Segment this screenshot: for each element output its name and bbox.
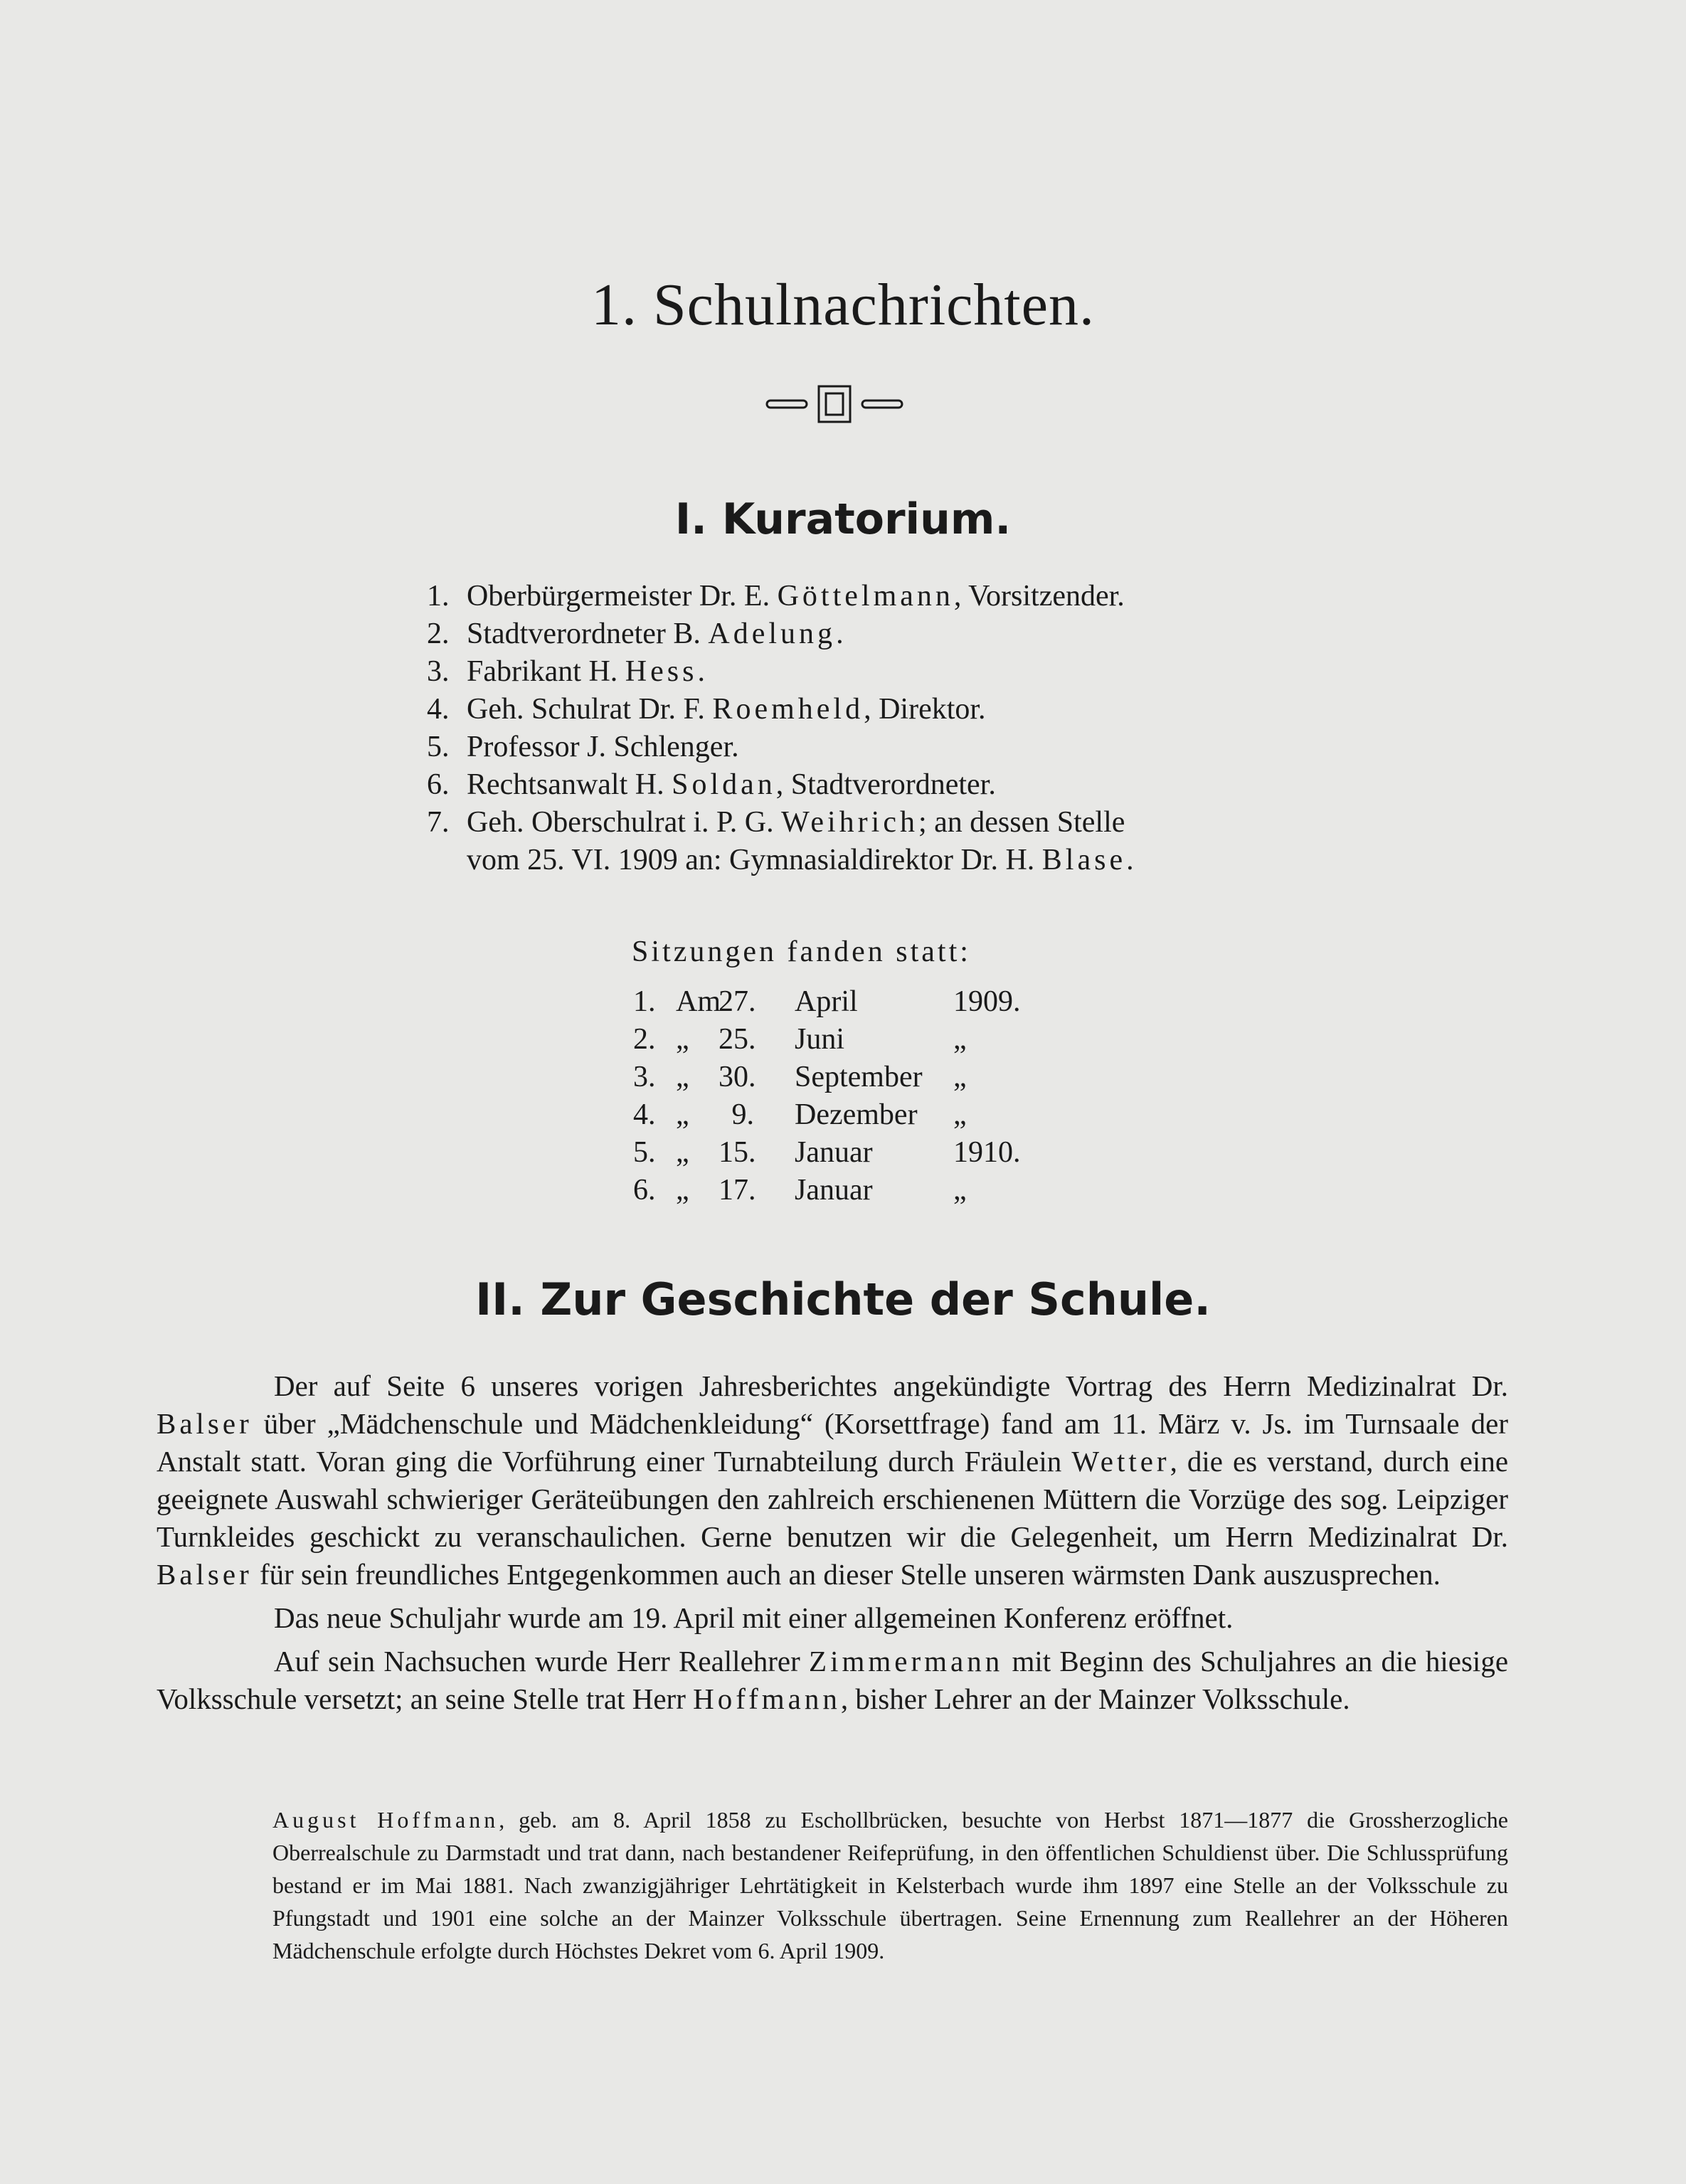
member-number: 2. <box>427 617 450 650</box>
member-title: Rechtsanwalt H. <box>467 768 664 801</box>
section-heading-kuratorium: I. Kuratorium. <box>674 494 1012 544</box>
paragraph-text: Auf sein Nachsuchen wurde Herr Reallehrer <box>274 1645 800 1677</box>
session-month: Januar <box>795 1136 873 1169</box>
member-name: Göttelmann <box>777 580 954 613</box>
section-heading-geschichte: II. Zur Geschichte der Schule. <box>475 1273 1211 1325</box>
session-month: September <box>795 1061 923 1093</box>
member-title: Professor J. Schlenger. <box>467 731 739 763</box>
session-year: „ <box>953 1174 967 1207</box>
session-day: 25. <box>719 1023 756 1056</box>
member-item <box>427 766 1134 804</box>
session-day: 30. <box>719 1061 756 1093</box>
person-name: Balser <box>157 1407 253 1440</box>
member-number: 3. <box>427 655 450 688</box>
member-item <box>427 615 1134 653</box>
footnote-text: , geb. am 8. April 1858 zu Eschollbrücken, besuchte von Herbst 1871—1877 die Grossherzogliche Oberrealschule zu Darmstadt und trat dann, nach bestandener Reifeprüfung, in den öffentlichen Schuldienst über. Die Schlussprüfung bestand er im Mai 1881. Nach zwanzigjähriger Lehrtätigkeit in Kelsterbach wurde ihm 1897 eine Stelle an der Volksschule zu Pfungstadt und 1901 eine solche an der Mainzer Volksschule übertragen. Seine Ernennung zum Reallehrer an der Höheren Mädchenschule erfolgte durch Höchstes Dekret vom 6. April 1909. <box>272 1807 1509 1963</box>
member-role: . <box>836 617 844 650</box>
session-number: 5. <box>633 1136 656 1169</box>
member-number: 7. <box>427 806 450 839</box>
member-name: Roemheld <box>712 693 864 726</box>
session-number: 6. <box>633 1174 656 1207</box>
ornament-divider-icon <box>765 383 921 429</box>
member-number: 1. <box>427 580 450 613</box>
footnote-paragraph <box>272 1803 1508 1967</box>
member-name: Weihrich <box>781 806 918 839</box>
person-name: Balser <box>157 1558 253 1591</box>
session-number: 2. <box>633 1023 656 1056</box>
sessions-list <box>633 983 1032 1209</box>
member-role: . <box>697 655 705 688</box>
page-title: 1. Schulnachrichten. <box>590 272 1096 338</box>
member-title: Oberbürgermeister Dr. E. <box>467 580 770 613</box>
session-row <box>633 1059 1032 1096</box>
member-item <box>427 691 1134 728</box>
member-item <box>427 653 1134 691</box>
paragraph-text: mit Beginn des Schuljahres an die hiesige Volksschule versetzt; an seine Stelle trat Herr <box>157 1645 1509 1715</box>
paragraph: Das neue Schuljahr wurde am 19. April mit einer allgemeinen Konferenz eröffnet. <box>274 1601 1234 1634</box>
session-month: Juni <box>795 1023 845 1056</box>
session-row <box>633 1096 1032 1134</box>
session-day: 15. <box>719 1136 756 1169</box>
session-prefix: „ <box>676 1098 689 1131</box>
member-item <box>427 804 1134 842</box>
session-month: April <box>795 985 858 1018</box>
session-day: 27. <box>719 985 756 1018</box>
session-day: 17. <box>719 1174 756 1207</box>
session-prefix: „ <box>676 1174 689 1207</box>
person-name: Zimmermann <box>809 1645 1004 1677</box>
session-row <box>633 1134 1032 1172</box>
member-name: Adelung <box>708 617 837 650</box>
session-row <box>633 983 1032 1021</box>
paragraph-text: über „Mädchenschule und Mädchenkleidung“ (Korsettfrage) fand am 11. März v. Js. im Turnsaale der Anstalt statt. Voran ging die Vorführung einer Turnabteilung durch Fräulein <box>157 1407 1509 1478</box>
member-role: , Vorsitzender. <box>953 580 1125 613</box>
person-name: Wetter <box>1071 1445 1170 1478</box>
member-number: 6. <box>427 768 450 801</box>
member-title: Geh. Oberschulrat i. P. G. <box>467 806 774 839</box>
member-title: vom 25. VI. 1909 an: Gymnasialdirektor Dr. H. <box>467 844 1035 876</box>
paragraph-text: Der auf Seite 6 unseres vorigen Jahresberichtes angekündigte Vortrag des Herrn Medizinalrat Dr. <box>274 1369 1508 1402</box>
session-year: 1910. <box>953 1136 1021 1169</box>
member-role: ; an dessen Stelle <box>918 806 1125 839</box>
member-item-continuation <box>427 842 1134 879</box>
member-item <box>427 728 1134 766</box>
kuratorium-member-list <box>427 578 1134 879</box>
session-year: „ <box>953 1023 967 1056</box>
session-number: 3. <box>633 1061 656 1093</box>
session-month: Dezember <box>795 1098 918 1131</box>
sessions-title: Sitzungen fanden statt: <box>632 935 971 968</box>
session-day: 9. <box>731 1098 754 1131</box>
member-role: . <box>1126 844 1134 876</box>
session-month: Januar <box>795 1174 873 1207</box>
member-name: Blase <box>1041 844 1127 876</box>
member-title: Geh. Schulrat Dr. F. <box>467 693 705 726</box>
paragraph-text: , die es verstand, durch eine geeignete Auswahl schwieriger Geräteübungen den zahlreich erschienenen Müttern die Vorzüge des sog. Leipziger Turnkleides geschickt zu veranschaulichen. Gerne benutzen wir die Gelegenheit, um Herrn Medizinalrat Dr. <box>157 1445 1509 1553</box>
paragraph-text: , bisher Lehrer an der Mainzer Volksschule. <box>840 1682 1350 1715</box>
person-name: Hoffmann <box>693 1682 841 1715</box>
member-role: , Stadtverordneter. <box>775 768 996 801</box>
member-name: Hess <box>625 655 698 688</box>
session-prefix: „ <box>676 1061 689 1093</box>
session-row <box>633 1172 1032 1209</box>
session-row <box>633 1021 1032 1059</box>
footnote <box>272 1803 1508 1967</box>
member-title: Stadtverordneter B. <box>467 617 701 650</box>
session-year: „ <box>953 1098 967 1131</box>
member-item <box>427 578 1134 615</box>
session-year: 1909. <box>953 985 1021 1018</box>
ornament-divider-svg <box>765 383 921 425</box>
person-name: August Hoffmann <box>272 1807 499 1833</box>
session-prefix: Am <box>676 985 721 1018</box>
paragraph <box>157 1367 1508 1594</box>
member-number: 4. <box>427 693 450 726</box>
member-name: Soldan <box>672 768 776 801</box>
session-prefix: „ <box>676 1136 689 1169</box>
member-number: 5. <box>427 731 450 763</box>
session-number: 1. <box>633 985 656 1018</box>
body-text <box>157 1367 1508 1718</box>
member-title: Fabrikant H. <box>467 655 618 688</box>
session-prefix: „ <box>676 1023 689 1056</box>
member-role: , Direktor. <box>864 693 986 726</box>
paragraph <box>157 1643 1508 1718</box>
session-year: „ <box>953 1061 967 1093</box>
session-number: 4. <box>633 1098 656 1131</box>
paragraph-text: für sein freundliches Entgegenkommen auch an dieser Stelle unseren wärmsten Dank auszusprechen. <box>260 1558 1441 1591</box>
